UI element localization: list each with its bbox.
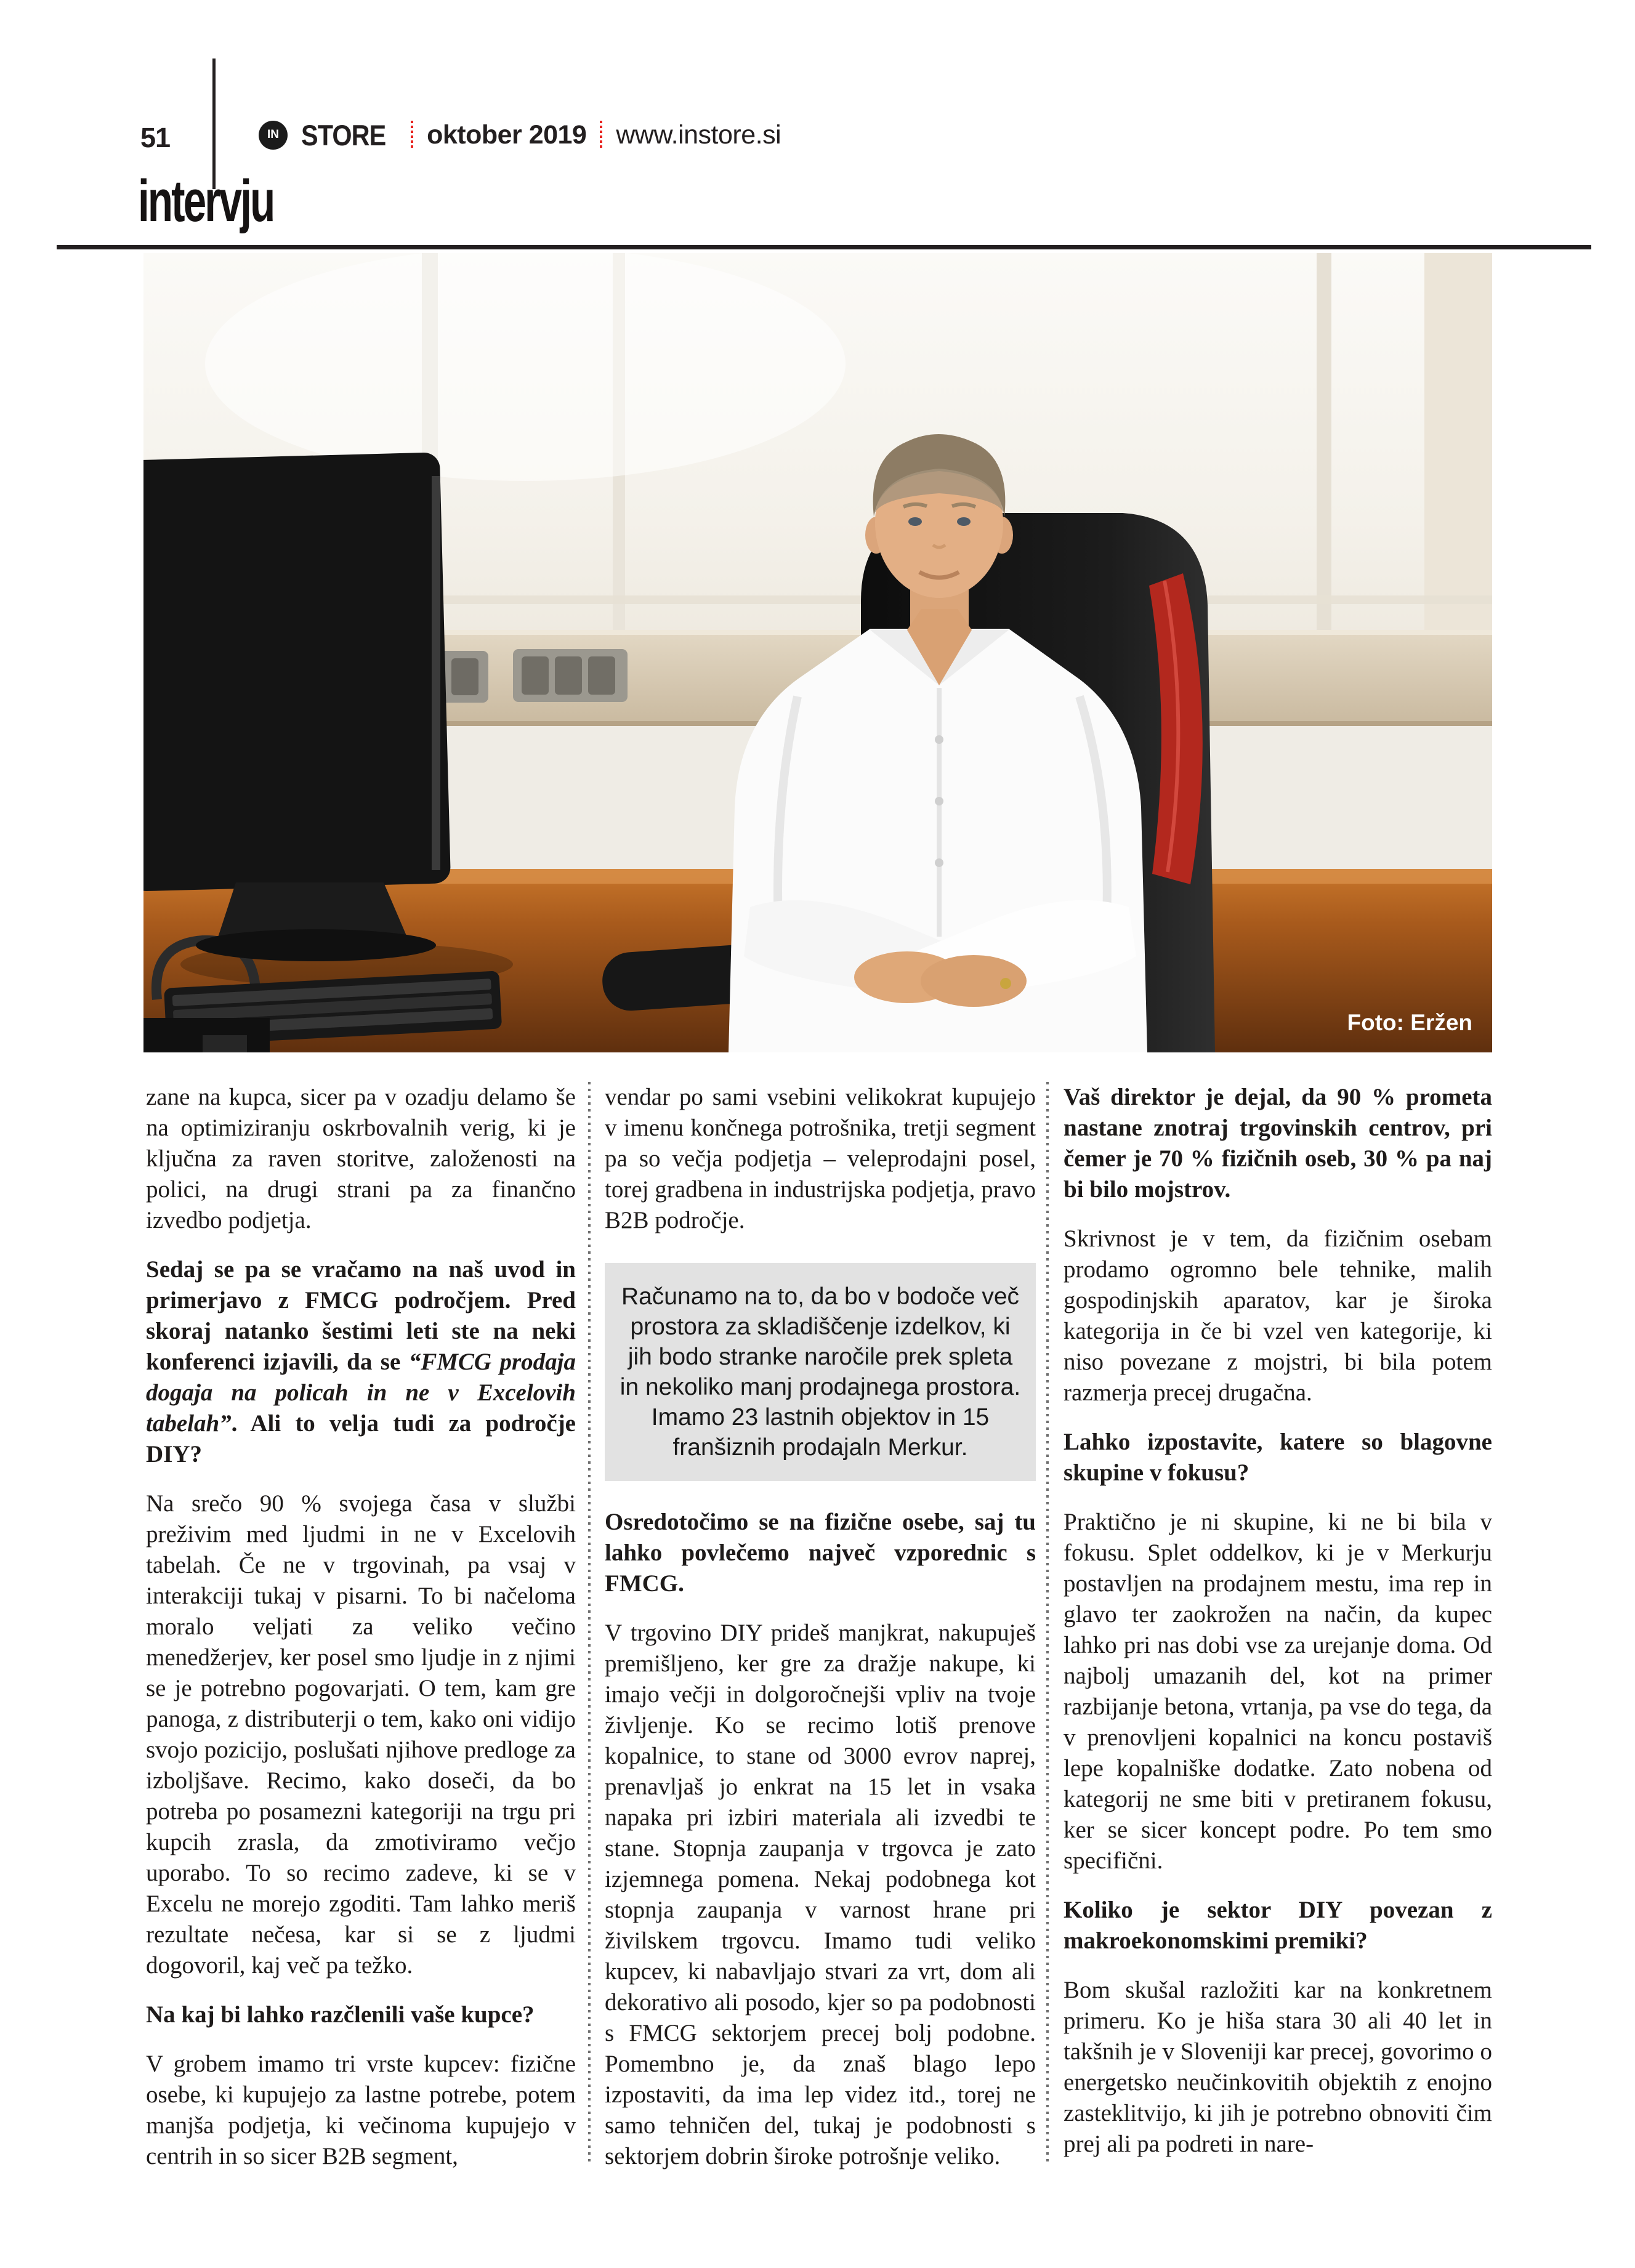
masthead	[259, 118, 781, 151]
column-separator	[588, 1082, 591, 2166]
website-url: www.instore.si	[616, 119, 781, 150]
paragraph: V trgovino DIY prideš manjkrat, nakupuješ premišljeno, ker gre za dražje nakupe, ki imajo večji in dolgoročnejši vpliv na tvoje življenje. Ko se recimo lotiš prenove kopalnice, to stane od 3000 evrov naprej, prenavljaš jo enkrat na 15 let in vsaka napaka pri izbiri materiala ali izvedbi te stane. Stopnja zaupanja v trgovca je zato izjemnega pomena. Nekaj podobnega kot stopnja zaupanja v varnost hrane pri živilskem trgovcu. Imamo tudi veliko kupcev, ki nabavljajo stvari za vrt, dom ali dekorativo ali posodo, kjer so pa podobnosti s FMCG sektorjem precej bolj podobne. Pomembno je, da znaš blago lepo izpostaviti, da ima lep videz itd., torej ne samo tehničen del, tukaj je podobnosti s sektorjem dobrin široke potrošnje veliko.	[605, 1620, 1036, 2169]
interview-question: Vaš direktor je dejal, da 90 % prometa nastane znotraj trgovinskih centrov, pri čemer je 70 % fizičnih oseb, 30 % pa naj bi bilo mojstrov.	[1064, 1084, 1492, 1203]
question-text: . Ali to velja tudi za področje DIY?	[146, 1410, 576, 1467]
question-text: Sedaj se pa se vračamo na naš uvod in primerjavo z FMCG področjem. Pred skoraj natanko šestimi leti ste na neki konferenci izjavili, da se	[146, 1256, 576, 1375]
interview-question: Osredotočimo se na fizične osebe, saj tu lahko povlečemo največ vzporednic s FMCG.	[605, 1509, 1036, 1597]
interview-question: Koliko je sektor DIY povezan z makroekonomskimi premiki?	[1064, 1897, 1492, 1954]
page-number: 51	[140, 122, 171, 153]
photo-credit: Foto: Eržen	[1347, 1010, 1472, 1035]
paragraph: Skrivnost je v tem, da fizičnim osebam prodamo ogromno bele tehnike, malih gospodinjskih aparatov, kar je široka kategorija in če bi vzel ven kategorije, ki niso povezane z mojstri, bi bila potem razmerja precej drugačna.	[1064, 1225, 1492, 1406]
instore-logo-icon: IN	[259, 121, 288, 150]
paragraph: Bom skušal razložiti kar na konkretnem primeru. Ko je hiša stara 30 ali 40 let in takšnih je v Sloveniji kar precej, govorimo o energetsko neučinkovitih objektih z enojno zasteklitvijo, ki jih je potrebno obnoviti čim prej ali pa podreti in nare-	[1064, 1977, 1492, 2157]
paragraph: V grobem imamo tri vrste kupcev: fizične osebe, ki kupujejo za lastne potrebe, potem manjša podjetja, ki večinoma kupujejo v centrih in so sicer B2B segment,	[146, 2051, 576, 2169]
interview-photo	[143, 253, 1492, 1052]
paragraph: Na srečo 90 % svojega časa v službi preživim med ljudmi in ne v Excelovih tabelah. Če ne v trgovinah, pa vsaj v interakciji tukaj v pisarni. To bi načeloma moralo veljati za veliko večino menedžerjev, ker posel smo ljudje in z njimi se je potrebno pogovarjati. O tem, kam gre panoga, z distributerji o tem, kako oni vidijo svojo pozicijo, poslušati njihove predloge za izboljšave. Recimo, kako doseči, da bo potreba po posamezni kategoriji na trgu pri kupcih zrasla, da zmotiviramo večjo uporabo. To so recimo zadeve, ki se v Excelu ne morejo zgoditi. Tam lahko meriš rezultate nečesa, kar si se z ljudmi dogovoril, kaj več pa težko.	[146, 1490, 576, 1979]
logo-store-text: STORE	[301, 118, 386, 151]
desk-items	[143, 1018, 270, 1052]
section-title: intervju	[138, 168, 274, 234]
article-column-3	[1064, 1082, 1492, 2190]
paragraph: vendar po sami vsebini velikokrat kupujejo v imenu končnega potrošnika, tretji segment pa so večja podjetja – veleprodajni posel, torej gradbena in industrijska podjetja, pravo B2B področje.	[605, 1084, 1036, 1233]
pull-quote: Računamo na to, da bo v bodoče več prostora za skladiščenje izdelkov, ki jih bodo stranke naročile prek spleta in nekoliko manj prodajnega prostora. Imamo 23 lastnih objektov in 15 franšiznih prodajaln Merkur.	[605, 1263, 1036, 1481]
column-separator	[1046, 1082, 1049, 2166]
issue-date: oktober 2019	[427, 119, 587, 150]
interview-question: Na kaj bi lahko razčlenili vaše kupce?	[146, 2001, 535, 2028]
interview-question: Lahko izpostavite, katere so blagovne skupine v fokusu?	[1064, 1429, 1492, 1486]
header-rule	[57, 245, 1591, 249]
paragraph: zane na kupca, sicer pa v ozadju delamo še na optimiziranju oskrbovalnih verig, ki je ključna za raven storitve, založenosti na polici, na drugi strani pa za finančno izvedbo podjetja.	[146, 1084, 576, 1233]
paragraph: Praktično je ni skupine, ki ne bi bila v fokusu. Splet oddelkov, ki je v Merkurju postavljen na prodajnem mestu, ima rep in glavo ter zaokrožen na način, da kupec lahko pri nas dobi vse za urejanje doma. Od najbolj umazanih del, kot na primer razbijanje betona, vrtanja, pa vse do tega, da v prenovljeni kopalnici na koncu postaviš lepe kopalniške dodatke. Zato nobena od kategorij ne sme biti v pretiranem fokusu, ker se sicer koncept podre. Po tem smo specifični.	[1064, 1509, 1492, 1874]
article-column-1	[146, 1082, 576, 2190]
dotted-separator-icon	[411, 121, 413, 149]
interview-question	[146, 1254, 576, 1470]
article-column-2	[605, 1082, 1036, 2190]
quoted-statement: “FMCG prodaja dogaja na policah in ne v Excelovih tabelah”	[146, 1349, 576, 1437]
dotted-separator-icon	[600, 121, 602, 149]
